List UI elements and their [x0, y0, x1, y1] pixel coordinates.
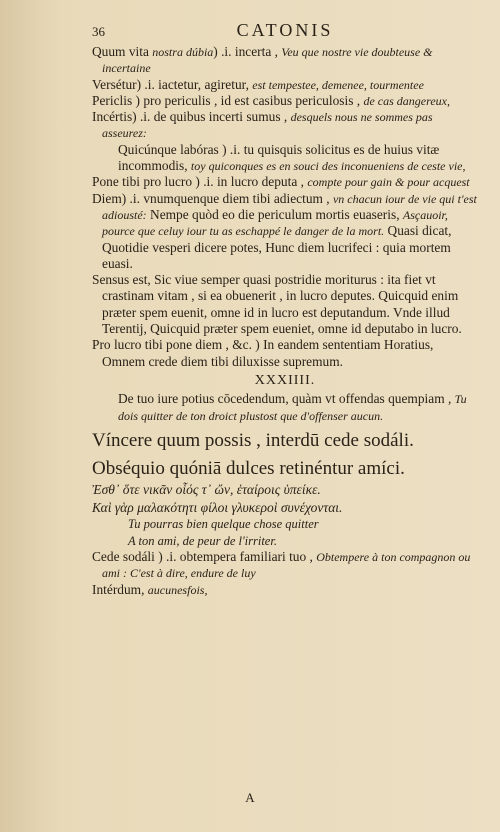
commentary-line	[92, 44, 478, 77]
latin-text: Pone tibi pro lucro ) .i. in lucro deputa ,	[92, 174, 308, 190]
latin-text: Quicúnque labóras ) .i. tu quisquis solicitus es de huius vitæ incommodis,	[118, 141, 440, 174]
french-gloss: Veu que nostre vie doubteuse & incertaine	[102, 45, 433, 76]
page-header	[92, 18, 478, 40]
french-gloss: aucunesfois,	[147, 582, 208, 597]
latin-text: Incértis) .i. de quibus incerti sumus ,	[92, 109, 291, 125]
commentary-line	[92, 272, 478, 337]
french-gloss: Tu dois quitter de ton droict plustost que d'offenser aucun.	[118, 392, 467, 423]
latin-text: Periclis ) pro periculis , id est casibus periculosis ,	[92, 92, 364, 108]
page-number: 36	[92, 24, 105, 39]
commentary-line	[92, 174, 478, 190]
french-gloss: Asçauoir, pource que celuy iour tu as eschappé le danger de la mort.	[102, 207, 448, 239]
latin-text: ) .i. incerta ,	[213, 44, 282, 59]
latin-text: Sensus est, Sic viue semper quasi postridie moriturus : ita fiet vt crastinam vitam , si ea obuenerit , in lucro deputes. Quicquid enim præter spem euenit, omne id in lucro est deputandum. Vnde illud Terentij, Quicquid præter spem eueniet, omne id deputabo in lucro.	[92, 272, 462, 337]
running-head: CATONIS	[236, 20, 334, 40]
french-gloss: nostra dúbia	[152, 45, 214, 59]
commentary-line	[92, 582, 478, 598]
french-translation: A ton ami, de peur de l'irriter.	[128, 533, 277, 548]
commentary-line	[92, 142, 478, 175]
latin-text: Pro lucro tibi pone diem , &c. ) In eandem sententiam Horatius, Omnem crede diem tibi diluxisse supremum.	[92, 337, 434, 369]
latin-text: Cede sodáli ) .i. obtempera familiari tuo ,	[92, 549, 317, 565]
latin-text: Diem) .i. vnumquenque diem tibi adiectum ,	[92, 190, 333, 206]
catchword: A	[245, 790, 255, 805]
french-gloss: compte pour gain & pour acquest	[307, 175, 470, 190]
latin-text: Quasi dicat, Quotidie vesperi dicere potes, Hunc diem lucrifeci : quia mortem euasi.	[102, 223, 452, 271]
commentary-line	[92, 109, 478, 142]
commentary-line	[92, 93, 478, 109]
french-gloss: est tempestee, demenee, tourmentee	[252, 77, 424, 92]
french-translation: Tu pourras bien quelque chose quitter	[128, 517, 319, 532]
french-gloss: desquels nous ne sommes pas asseurez:	[102, 110, 433, 141]
latin-text: De tuo iure potius cōcedendum, quàm vt offendas quempiam ,	[118, 391, 455, 407]
section-number: XXXIIII.	[254, 372, 316, 388]
french-gloss: vn chacun iour de vie qui t'est adiousté:	[102, 191, 477, 222]
latin-text: Intérdum,	[92, 581, 148, 597]
french-gloss: toy quiconques es en souci des inconueniens de ceste vie,	[190, 159, 466, 174]
commentary-line	[92, 337, 478, 370]
commentary-line	[92, 191, 478, 272]
latin-text: Quum vita	[92, 44, 153, 59]
page-body	[92, 44, 478, 598]
latin-text: Versétur) .i. iactetur, agiretur,	[92, 76, 253, 92]
greek-verse: Ἐσθ᾽ ὅτε νικᾶν οἷός τ᾽ ὤν, ἑταίροις ὑπείκε.	[92, 481, 321, 497]
latin-verse: Víncere quum possis , interdū cede sodáli.	[92, 429, 414, 451]
distich-argument	[92, 391, 478, 424]
greek-verse: Καὶ γὰρ μαλακότητι φίλοι γλυκεροὶ συνέχονται.	[92, 500, 343, 516]
commentary-line	[92, 77, 478, 93]
french-gloss: de cas dangereux,	[363, 93, 451, 108]
latin-text: Nempe quòd eo die periculum mortis euaseris,	[146, 206, 403, 222]
latin-verse: Obséquio quóniā dulces retinéntur amíci.	[92, 457, 405, 479]
commentary-line	[92, 549, 478, 582]
french-gloss: Obtempere à ton compagnon ou ami : C'est à dire, endure de luy	[102, 550, 471, 581]
